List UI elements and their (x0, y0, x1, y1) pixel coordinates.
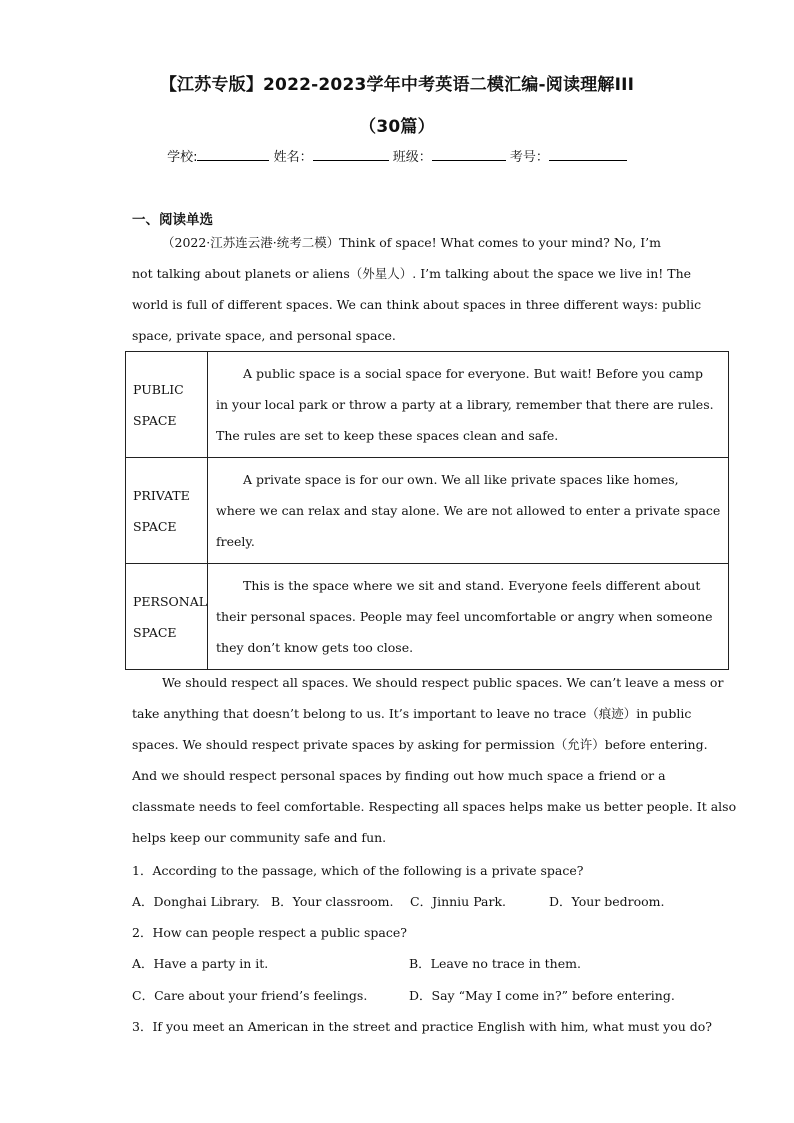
intro-line: not talking about planets or aliens（外星人）. I’m talking about the space we live in! The (132, 266, 692, 281)
content-line: This is the space where we sit and stand. Everyone feels different about (243, 578, 701, 593)
content-line: in your local park or throw a party at a library, remember that there are rules. (216, 397, 714, 412)
section-title: 一、阅读单选 (132, 212, 213, 228)
exam-no-blank[interactable] (549, 148, 627, 161)
class-blank[interactable] (432, 148, 506, 161)
body-line: classmate needs to feel comfortable. Respecting all spaces helps make us better people. It also (132, 799, 737, 814)
question-1-option-b[interactable]: B．Your classroom. (271, 894, 394, 909)
label-line: PERSONAL (133, 593, 208, 609)
label-line: SPACE (133, 624, 177, 640)
question-1-option-d[interactable]: D．Your bedroom. (549, 894, 665, 909)
exam-no-label: 考号： (509, 150, 549, 165)
label-line: SPACE (133, 412, 177, 428)
question-2-option-c[interactable]: C．Care about your friend’s feelings. (132, 988, 368, 1003)
body-line: spaces. We should respect private spaces by asking for permission（允许）before entering. (132, 737, 708, 752)
label-line: SPACE (133, 518, 177, 534)
body-line: And we should respect personal spaces by finding out how much space a friend or a (132, 768, 666, 783)
intro-line: space, private space, and personal space. (132, 328, 396, 343)
table-row-content (208, 352, 729, 458)
question-1-option-a[interactable]: A．Donghai Library. (132, 894, 260, 909)
label-line: PUBLIC (133, 381, 184, 397)
body-paragraph (132, 667, 737, 853)
student-info-line (0, 146, 794, 165)
name-blank[interactable] (313, 148, 389, 161)
question-2: 2．How can people respect a public space? (132, 925, 407, 940)
intro-line: world is full of different spaces. We can think about spaces in three different ways: public (132, 297, 702, 312)
content-line: they don’t know gets too close. (216, 640, 414, 655)
table-row-content (208, 458, 729, 564)
body-line: We should respect all spaces. We should respect public spaces. We can’t leave a mess or (162, 675, 724, 690)
table-row-content (208, 564, 729, 670)
school-blank[interactable] (197, 148, 269, 161)
table-row-label (126, 352, 208, 458)
content-line: A public space is a social space for everyone. But wait! Before you camp (243, 366, 704, 381)
table-row-label (126, 564, 208, 670)
document-title-line-1: 【江苏专版】2022-2023学年中考英语二模汇编-阅读理解III (159, 75, 635, 95)
table-row-label (126, 458, 208, 564)
name-label: 姓名： (273, 150, 313, 165)
document-title-line-2: （30篇） (359, 117, 435, 137)
intro-line: （2022·江苏连云港·统考二模）Think of space! What comes to your mind? No, I’m (162, 235, 662, 250)
question-1: 1．According to the passage, which of the following is a private space? (132, 863, 584, 878)
content-line: freely. (216, 534, 255, 549)
table-row (126, 352, 729, 458)
content-line: their personal spaces. People may feel uncomfortable or angry when someone (216, 609, 713, 624)
question-2-option-b[interactable]: B．Leave no trace in them. (409, 956, 581, 971)
content-line: A private space is for our own. We all like private spaces like homes, (243, 472, 679, 487)
school-label: 学校: (167, 150, 198, 165)
body-line: helps keep our community safe and fun. (132, 830, 387, 845)
question-1-option-c[interactable]: C．Jinniu Park. (410, 894, 507, 909)
content-line: The rules are set to keep these spaces clean and safe. (216, 428, 559, 443)
content-line: where we can relax and stay alone. We are not allowed to enter a private space (216, 503, 721, 518)
spaces-table (125, 351, 729, 670)
intro-paragraph (132, 227, 702, 351)
body-line: take anything that doesn’t belong to us. It’s important to leave no trace（痕迹）in public (132, 706, 692, 721)
question-2-option-d[interactable]: D．Say “May I come in?” before entering. (409, 988, 675, 1003)
table-row (126, 458, 729, 564)
table-row (126, 564, 729, 670)
label-line: PRIVATE (133, 487, 190, 503)
question-2-option-a[interactable]: A．Have a party in it. (132, 956, 269, 971)
question-3: 3．If you meet an American in the street and practice English with him, what must you do? (132, 1019, 712, 1034)
class-label: 班级： (392, 150, 432, 165)
